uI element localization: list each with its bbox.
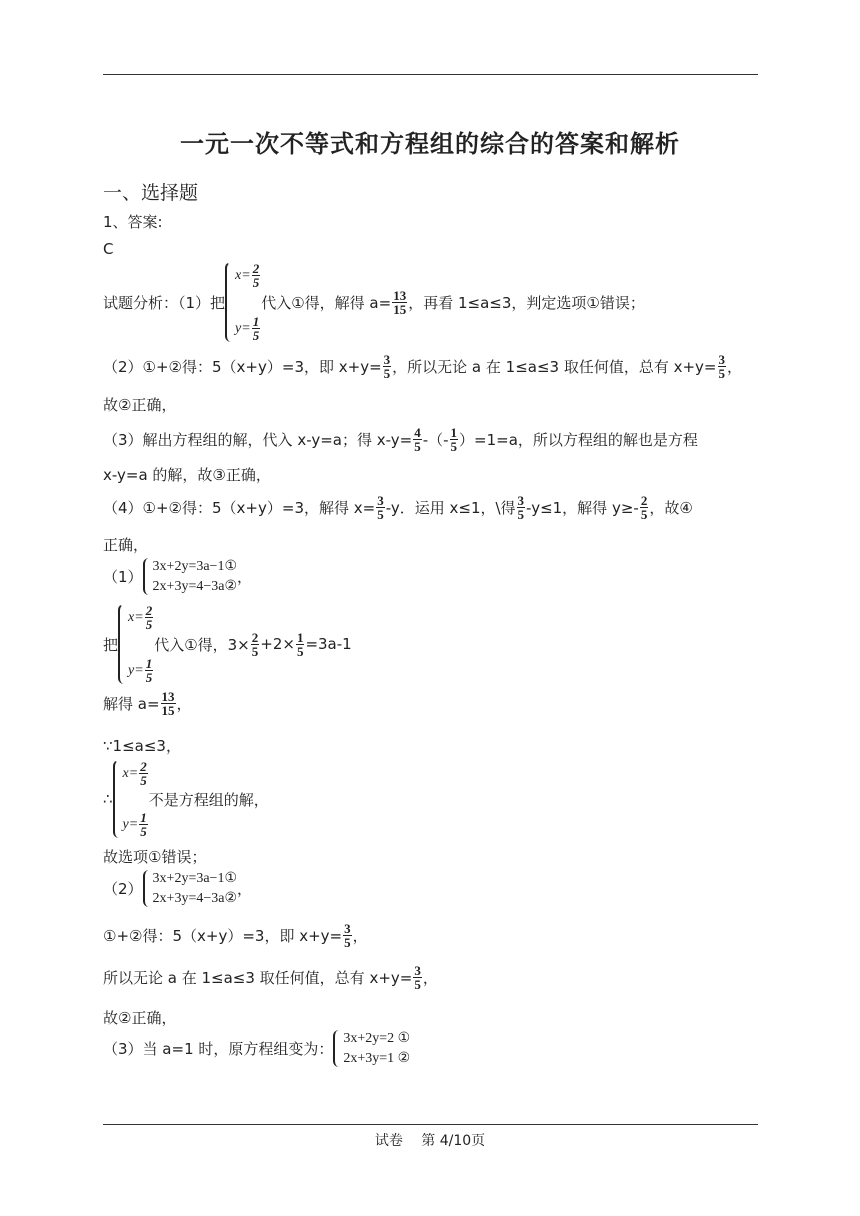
part4-conclusion: 正确， bbox=[103, 536, 149, 554]
page-footer: 试卷 第 4/10页 bbox=[374, 1133, 486, 1149]
part3-line: （3）解出方程组的解，代入 x-y=a；得 x-y= $\frac{4}{5}$ -（- $\frac{1}{5}$ ）=1=a，所以方程组的解也是方程 bbox=[103, 425, 698, 454]
q1-label: 1、答案: bbox=[103, 213, 163, 231]
sol1-system: （1） 3x+2y=3a−1① 2x+3y=4−3a② ， bbox=[103, 559, 253, 594]
section-heading: 一、选择题 bbox=[103, 182, 199, 204]
sol1-result: 解得 a= $\frac{13}{15}$ ， bbox=[103, 689, 192, 718]
part2-conclusion: 故②正确， bbox=[103, 396, 177, 414]
sol2-sum: ①+②得：5（x+y）=3，即 x+y= $\frac{3}{5}$ ， bbox=[103, 921, 368, 950]
page-title: 一元一次不等式和方程组的综合的答案和解析 bbox=[180, 130, 680, 158]
sol1-conclusion: 故选项①错误； bbox=[103, 848, 207, 866]
part2-line: （2）①+②得：5（x+y）=3，即 x+y= $\frac{3}{5}$ ，所以无论 a 在 1≤a≤3 取任何值，总有 x+y= $\frac{3}{5}$ ， bbox=[103, 352, 743, 381]
sol2-any: 所以无论 a 在 1≤a≤3 取任何值，总有 x+y= $\frac{3}{5}$ ， bbox=[103, 963, 438, 992]
analysis-line: 试题分析：（1）把 x= $\frac{2}{5}$ y= $\frac{1}{5}$ 代入①得，解得 a= $\frac{13}{15}$ ，再看 1≤a≤3，判定选项①错误； bbox=[103, 261, 645, 343]
solution-brace: x= $\frac{2}{5}$ y= $\frac{1}{5}$ bbox=[225, 262, 261, 342]
sol2-system: （2） 3x+2y=3a−1① 2x+3y=4−3a② ， bbox=[103, 871, 253, 906]
bottom-rule bbox=[103, 1124, 758, 1125]
part3-conclusion: x-y=a 的解，故③正确， bbox=[103, 466, 271, 484]
sol1-therefore: ∴ x= $\frac{2}{5}$ y= $\frac{1}{5}$ 不是方程组的解， bbox=[103, 759, 269, 839]
sol1-substitute: 把 x= $\frac{2}{5}$ y= $\frac{1}{5}$ 代入①得，3× $\frac{2}{5}$ +2× $\frac{1}{5}$ =3a-1 bbox=[103, 603, 352, 685]
part4-line: （4）①+②得：5（x+y）=3，解得 x= $\frac{3}{5}$ -y．运用 x≤1，\得 $\frac{3}{5}$ -y≤1，解得 y≥- $\frac{2}{5}$ ，故④ bbox=[103, 493, 693, 522]
top-rule bbox=[103, 74, 758, 75]
sol1-because: ∵1≤a≤3， bbox=[103, 737, 181, 755]
solution-brace-2: x= $\frac{2}{5}$ y= $\frac{1}{5}$ bbox=[118, 604, 154, 684]
sol3-line: （3）当 a=1 时，原方程组变为： 3x+2y=2 ① 2x+3y=1 ② bbox=[103, 1031, 411, 1066]
answer: C bbox=[103, 240, 114, 258]
solution-brace-3: x= $\frac{2}{5}$ y= $\frac{1}{5}$ bbox=[113, 760, 149, 838]
sol2-conclusion: 故②正确， bbox=[103, 1009, 177, 1027]
